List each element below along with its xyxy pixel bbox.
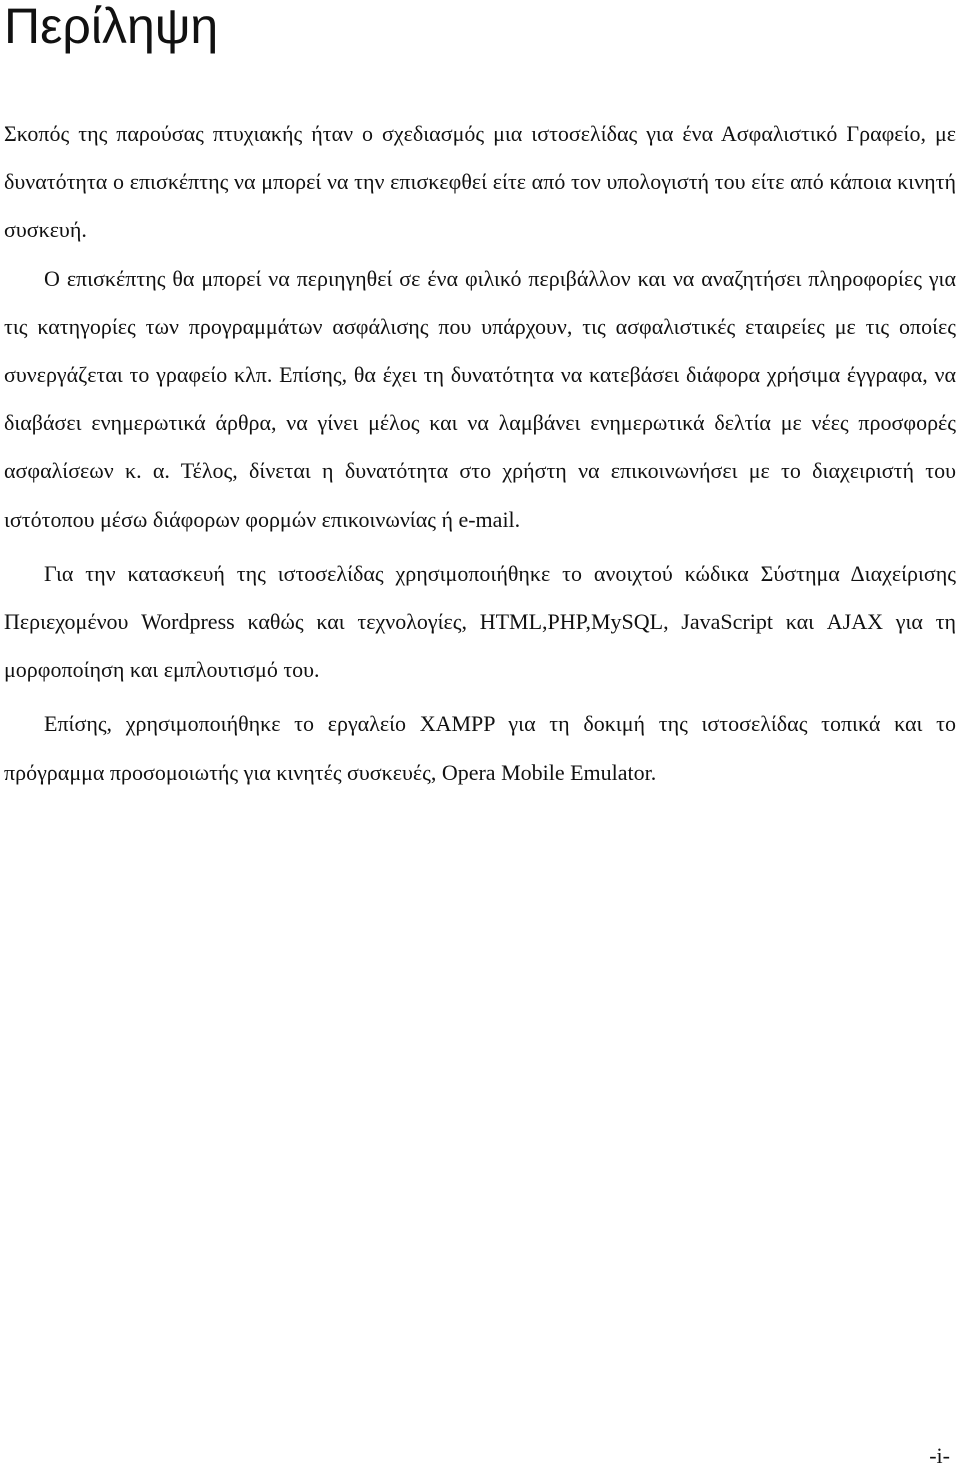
- page-title: Περίληψη: [4, 0, 219, 54]
- abstract-body: [4, 110, 956, 797]
- paragraph-features: Ο επισκέπτης θα μπορεί να περιηγηθεί σε ένα φιλικό περιβάλλον και να αναζητήσει πληροφορίες για τις κατηγορίες των προγραμμάτων ασφάλισης που υπάρχουν, τις ασφαλιστικές εταιρείες με τις οποίες συνεργάζεται το γραφείο κλπ. Επίσης, θα έχει τη δυνατότητα να κατεβάσει διάφορα χρήσιμα έγγραφα, να διαβάσει ενημερωτικά άρθρα, να γίνει μέλος και να λαμβάνει ενημερωτικά δελτία με νέες προσφορές ασφαλίσεων κ. α. Τέλος, δίνεται η δυνατότητα στο χρήστη να επικοινωνήσει με το διαχειριστή του ιστότοπου μέσω διάφορων φορμών επικοινωνίας ή e-mail.: [4, 265, 956, 532]
- paragraph-testing-tools: Επίσης, χρησιμοποιήθηκε το εργαλείο XAMPP για τη δοκιμή της ιστοσελίδας τοπικά και το πρόγραμμα προσομοιωτής για κινητές συσκευές, Opera Mobile Emulator.: [4, 711, 956, 785]
- page-number: -i-: [929, 1443, 950, 1468]
- paragraph-purpose: Σκοπός της παρούσας πτυχιακής ήταν ο σχεδιασμός μια ιστοσελίδας για ένα Ασφαλιστικό Γραφείο, με δυνατότητα ο επισκέπτης να μπορεί να την επισκεφθεί είτε από τον υπολογιστή του είτε από κάποια κινητή συσκευή.: [4, 121, 956, 243]
- paragraph-technologies: Για την κατασκευή της ιστοσελίδας χρησιμοποιήθηκε το ανοιχτού κώδικα Σύστημα Διαχείρισης Περιεχομένου Wordpress καθώς και τεχνολογίες, HTML,PHP,MySQL, JavaScript και AJAX για τη μορφοποίηση και εμπλουτισμό του.: [4, 560, 956, 683]
